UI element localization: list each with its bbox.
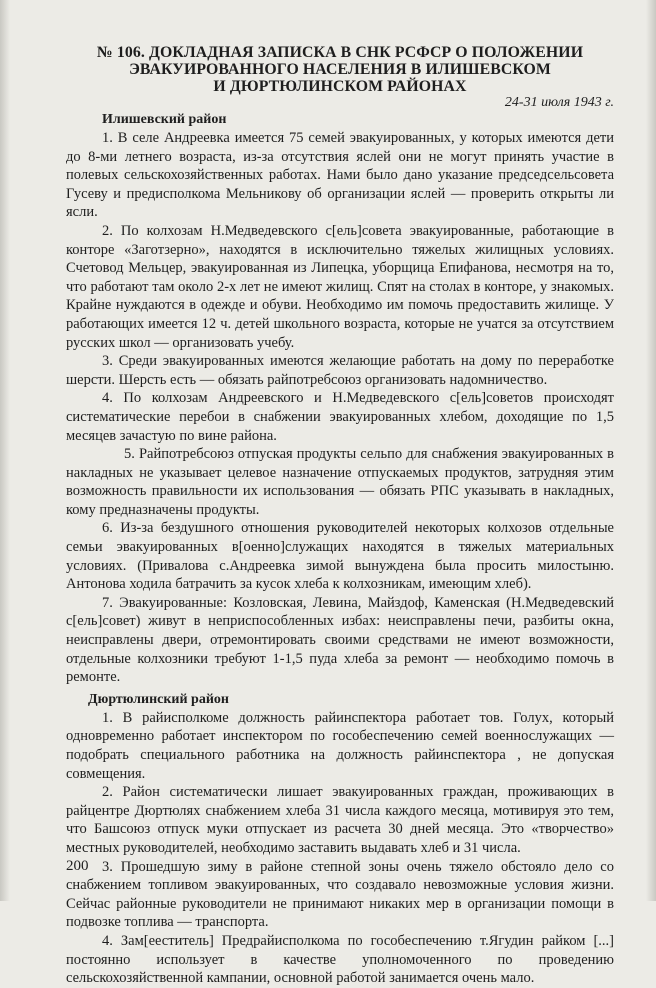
- scan-shadow-right: [646, 0, 656, 901]
- paragraph-ilishevsky-3: 3. Среди эвакуированных имеются желающие работать на дому по переработке шерсти. Шерсть есть — обязать райпотребсоюз организовать надомничество.: [66, 353, 614, 388]
- paragraph-ilishevsky-2: 2. По колхозам Н.Медведевского с[ель]совета эвакуированные, работающие в конторе «Заготзерно», находятся в исключительно тяжелых жилищных условиях. Счетовод Мельцер, эвакуированная из Липецка, уборщица Епифанова, несмотря на то, что работают там около 2-х лет не имеют жилищ. Спят на столах в конторе, у знакомых. Крайне нуждаются в одежде и обуви. Необходимо им помочь предоставить жилище. У работающих имеется 12 ч. детей школьного возраста, которые не учатся за отсутствием русских школ — организовать учебу.: [66, 222, 614, 351]
- document-title: [66, 44, 614, 95]
- paragraph-ilishevsky-1: 1. В селе Андреевка имеется 75 семей эвакуированных, у которых имеются дети до 8-ми летнего возраста, из-за отсутствия яслей они не могут принять участие в полевых сельскохозяйственных работах. Нами было дано указание председсельсовета Гусеву и предисполкома Мельникову об организации яслей — проверить открыты ли ясли.: [66, 130, 614, 221]
- paragraph-dyurtyulinsky-1: 1. В райисполкоме должность райинспектора работает тов. Голух, который одновременно работает инспектором по гособеспечению семей военнослужащих — подобрать специального работника на должность райинспектора , не допуская совмещения.: [66, 709, 614, 782]
- document-date: 24-31 июля 1943 г.: [504, 95, 614, 110]
- scan-shadow-left: [0, 0, 10, 901]
- paragraph-dyurtyulinsky-2: 2. Район систематически лишает эвакуированных граждан, проживающих в райцентре Дюртюлях снабжением хлеба 31 числа каждого месяца, мотивируя это тем, что Башсоюз отпуск муки отпускает из расчета 30 дней месяца. Это «творчество» местных руководителей, необходимо заставить выдавать хлеб и 31 числа.: [66, 784, 614, 856]
- paragraph-ilishevsky-6: 6. Из-за бездушного отношения руководителей некоторых колхозов отдельные семьи эвакуированных в[оенно]служащих находятся в тяжелых материальных условиях. (Привалова с.Андреевка зимой вынуждена была просить милостыню. Антонова ходила батрачить за кусок хлеба к колхозникам, имеющим хлеб).: [66, 520, 614, 593]
- title-line-3: И ДЮРТЮЛИНСКОМ РАЙОНАХ: [213, 78, 467, 95]
- paragraph-ilishevsky-7: 7. Эвакуированные: Козловская, Левина, Майздоф, Каменская (Н.Медведевский с[ель]совет) живут в неприспособленных избах: неисправлены печи, разбиты окна, неисправлены двери, отремонтировать своими средствами не имеют возможности, отдельные колхозники требуют 1-1,5 пуда хлеба за ремонт — необходимо помочь в ремонте.: [66, 594, 614, 686]
- document-page: [66, 44, 614, 988]
- page-number: 200: [66, 858, 89, 874]
- paragraph-dyurtyulinsky-4: 4. Зам[ееститель] Предрайисполкома по гособеспечению т.Ягудин райком [...] постоянно использует в качестве уполномоченного по проведению сельскохозяйственной кампании, основной работой занимается очень мало.: [66, 932, 614, 987]
- paragraph-ilishevsky-5: 5. Райпотребсоюз отпуская продукты сельпо для снабжения эвакуированных в накладных не указывает целевое назначение отпускаемых продуктов, затрудняя этим возможность правильности их использования — обязать РПС указывать в накладных, кому предназначены продукты.: [66, 446, 614, 518]
- paragraph-ilishevsky-4: 4. По колхозам Андреевского и Н.Медведевского с[ель]советов происходят систематические перебои в снабжении эвакуированных хлебом, доходящие по 1,5 месяцев зачастую по вине района.: [66, 390, 614, 444]
- title-line-1: № 106. ДОКЛАДНАЯ ЗАПИСКА В СНК РСФСР О ПОЛОЖЕНИИ: [96, 44, 584, 61]
- paragraph-dyurtyulinsky-3: 3. Прошедшую зиму в районе степной зоны очень тяжело обстояло дело со снабжением топливом эвакуированных, что создавало невозможные условия жизни. Сейчас районные руководители не принимают никаких мер в организации помощи в подвозке топлива — транспорта.: [66, 858, 614, 931]
- section-heading-ilishevsky: Илишевский район: [102, 112, 227, 127]
- title-line-2: ЭВАКУИРОВАННОГО НАСЕЛЕНИЯ В ИЛИШЕВСКОМ: [129, 61, 551, 78]
- section-heading-dyurtyulinsky: Дюртюлинский район: [88, 691, 229, 707]
